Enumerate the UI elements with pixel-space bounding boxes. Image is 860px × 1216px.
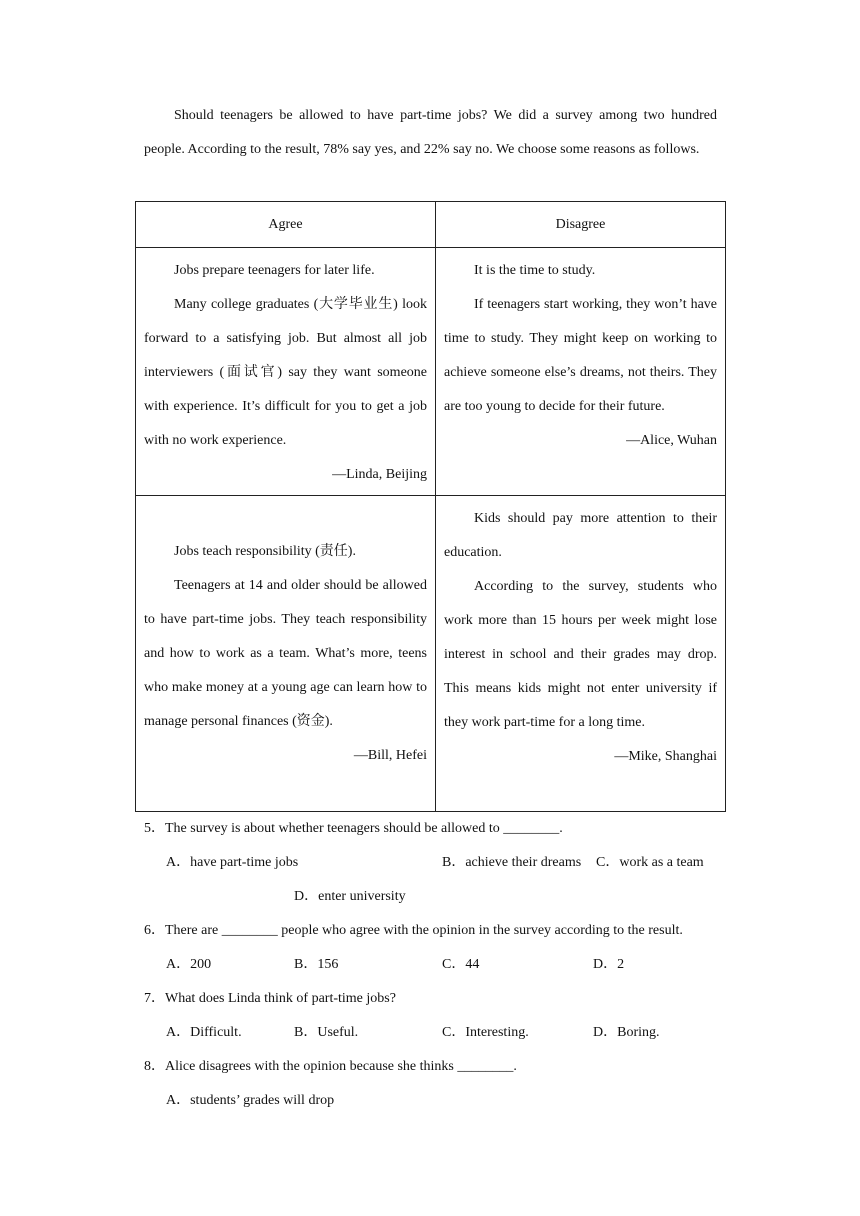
option-row bbox=[144, 1084, 717, 1118]
option-d[interactable]: D．2 bbox=[593, 957, 625, 972]
disagree-cell-1 bbox=[436, 248, 726, 496]
agree-cell-1 bbox=[136, 248, 436, 496]
option-row bbox=[144, 948, 717, 982]
option-b[interactable]: B．Useful. bbox=[294, 1025, 359, 1040]
opinion-body: If teenagers start working, they won’t have time to study. They might keep on working to achieve someone else’s dreams, not theirs. They are too young to decide for their future. bbox=[444, 297, 717, 414]
opinion-title: Kids should pay more attention to their education. bbox=[444, 511, 717, 560]
option-a[interactable]: A．have part-time jobs bbox=[166, 855, 299, 870]
survey-table bbox=[135, 201, 726, 812]
question-list bbox=[144, 812, 717, 1118]
question-stem: 8．Alice disagrees with the opinion because she thinks ________. bbox=[144, 1059, 517, 1074]
header-disagree: Disagree bbox=[436, 202, 726, 248]
opinion-body: Teenagers at 14 and older should be allowed to have part-time jobs. They teach responsibility and how to work as a team. What’s more, teens who make money at a young age can learn how to manage personal finances (资金). bbox=[144, 577, 427, 729]
option-c[interactable]: C．44 bbox=[442, 957, 480, 972]
disagree-cell-2 bbox=[436, 496, 726, 812]
option-a[interactable]: A．students’ grades will drop bbox=[166, 1093, 335, 1108]
opinion-title: Jobs prepare teenagers for later life. bbox=[174, 263, 375, 278]
option-b[interactable]: B．achieve their dreams bbox=[442, 855, 582, 870]
passage bbox=[144, 99, 717, 167]
opinion-author: —Alice, Wuhan bbox=[626, 433, 717, 448]
opinion-title: Jobs teach responsibility (责任). bbox=[174, 543, 356, 559]
table-row bbox=[136, 496, 726, 812]
option-a[interactable]: A．Difficult. bbox=[166, 1025, 242, 1040]
option-row bbox=[144, 846, 717, 880]
option-row bbox=[144, 880, 717, 914]
option-c[interactable]: C．work as a team bbox=[596, 855, 704, 870]
option-d[interactable]: D．enter university bbox=[294, 889, 406, 904]
option-d[interactable]: D．Boring. bbox=[593, 1025, 660, 1040]
opinion-author: —Linda, Beijing bbox=[332, 467, 427, 482]
intro-paragraph: Should teenagers be allowed to have part-time jobs? We did a survey among two hundred people. According to the result, 78% say yes, and 22% say no. We choose some reasons as follows. bbox=[144, 108, 717, 157]
opinion-author: —Bill, Hefei bbox=[353, 747, 427, 763]
opinion-author: —Mike, Shanghai bbox=[614, 749, 717, 764]
header-agree: Agree bbox=[136, 202, 436, 248]
option-a[interactable]: A．200 bbox=[166, 957, 212, 972]
opinion-title: It is the time to study. bbox=[474, 263, 596, 278]
question-stem: 7．What does Linda think of part-time jobs? bbox=[144, 991, 396, 1006]
table-row bbox=[136, 248, 726, 496]
table-header-row bbox=[136, 202, 726, 248]
option-c[interactable]: C．Interesting. bbox=[442, 1025, 529, 1040]
opinion-body: According to the survey, students who work more than 15 hours per week might lose interest in school and their grades may drop. This means kids might not enter university if they work part-time for a long time. bbox=[444, 579, 717, 730]
question-stem: 5．The survey is about whether teenagers should be allowed to ________. bbox=[144, 821, 563, 836]
opinion-body: Many college graduates (大学毕业生) look forward to a satisfying job. But almost all job interviewers (面试官) say they want someone with experience. It’s difficult for you to get a job with no work experience. bbox=[144, 297, 427, 448]
option-b[interactable]: B．156 bbox=[294, 957, 339, 972]
agree-cell-2 bbox=[136, 496, 436, 812]
question-stem: 6．There are ________ people who agree with the opinion in the survey according to the result. bbox=[144, 923, 683, 938]
option-row bbox=[144, 1016, 717, 1050]
